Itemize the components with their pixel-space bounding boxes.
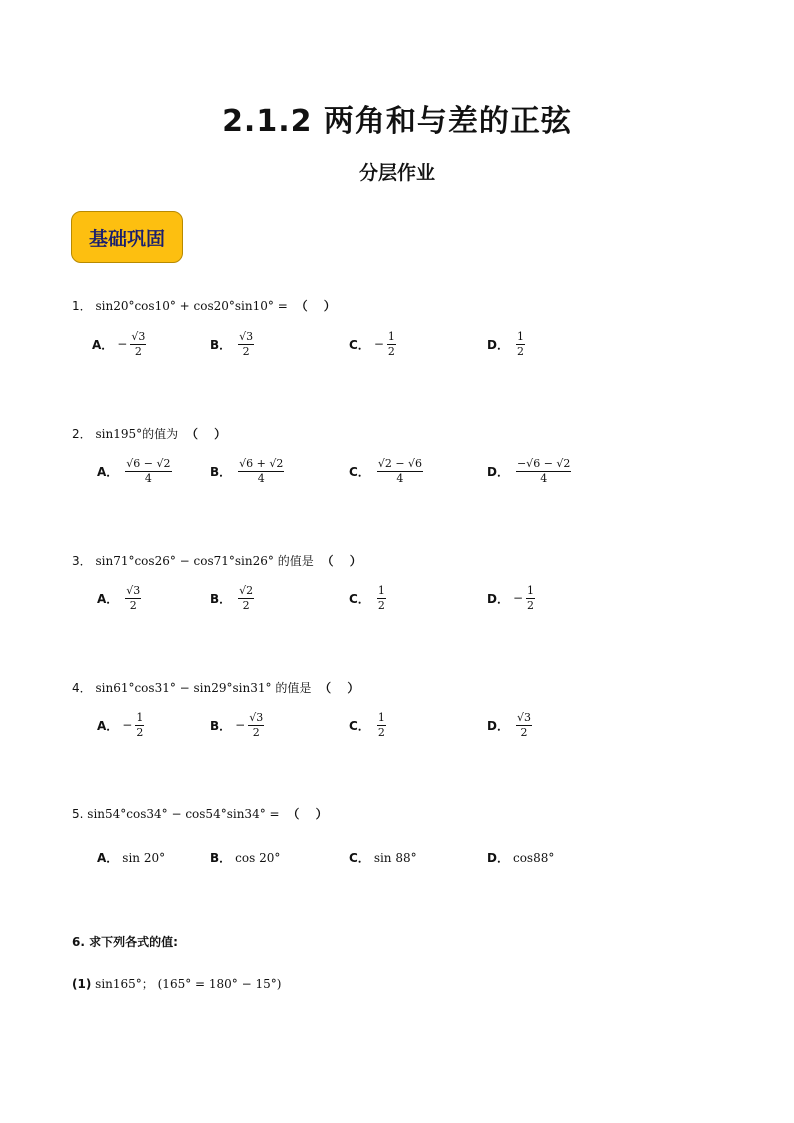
question-2: 2． sin195°的值为 （ ） xyxy=(72,427,227,441)
fraction: $\frac{√3}{2}$ xyxy=(249,711,264,739)
fraction: $\frac{1}{2}$ xyxy=(527,584,535,612)
question-5-stem: sin54°cos34° − cos54°sin34° = xyxy=(87,807,280,821)
q2-option-d[interactable]: D． $\frac{-√6 - √2}{4}$ xyxy=(487,457,571,485)
q4-option-d[interactable]: D． $\frac{√3}{2}$ xyxy=(487,711,531,739)
q1-option-c[interactable]: C． − $\frac{1}{2}$ xyxy=(349,330,395,358)
question-3: 3． sin71°cos26° − cos71°sin26° 的值是 （ ） xyxy=(72,554,362,568)
q1-option-d[interactable]: D． $\frac{1}{2}$ xyxy=(487,330,524,358)
question-2-stem: sin195°的值为 xyxy=(95,427,179,441)
fraction: $\frac{1}{2}$ xyxy=(136,711,144,739)
question-6-part-1: (1) sin165°； (165° = 180° − 15°) xyxy=(72,977,282,991)
question-4: 4． sin61°cos31° − sin29°sin31° 的值是 （ ） xyxy=(72,681,360,695)
q5-option-a[interactable]: A． sin 20° xyxy=(97,850,166,865)
fraction: $\frac{√3}{2}$ xyxy=(131,330,146,358)
fraction: $\frac{√3}{2}$ xyxy=(239,330,254,358)
fraction: $\frac{-√6 - √2}{4}$ xyxy=(516,457,571,485)
fraction: $\frac{1}{2}$ xyxy=(516,330,524,358)
q1-option-b[interactable]: B． $\frac{√3}{2}$ xyxy=(210,330,254,358)
fraction: $\frac{√3}{2}$ xyxy=(516,711,531,739)
page-title: 2.1.2 两角和与差的正弦 xyxy=(222,104,572,139)
fraction: $\frac{1}{2}$ xyxy=(387,330,395,358)
q1-option-a[interactable]: A． − $\frac{√3}{2}$ xyxy=(92,330,146,358)
q2-option-c[interactable]: C． $\frac{√2 - √6}{4}$ xyxy=(349,457,423,485)
part-1-expression: sin165°； xyxy=(95,977,154,991)
fraction: $\frac{√6 + √2}{4}$ xyxy=(239,457,284,485)
question-6-heading: 6. 求下列各式的值: xyxy=(72,935,178,949)
q4-option-a[interactable]: A． − $\frac{1}{2}$ xyxy=(97,711,144,739)
fraction: $\frac{√6 - √2}{4}$ xyxy=(126,457,171,485)
question-1-stem: sin20°cos10° + cos20°sin10° = xyxy=(95,299,288,313)
page-subtitle: 分层作业 xyxy=(358,162,435,184)
fraction: $\frac{√3}{2}$ xyxy=(126,584,141,612)
q4-option-b[interactable]: B． − $\frac{√3}{2}$ xyxy=(210,711,264,739)
q2-option-a[interactable]: A． $\frac{√6 - √2}{4}$ xyxy=(97,457,171,485)
question-1: 1． sin20°cos10° + cos20°sin10° = （ ） xyxy=(72,299,336,313)
q2-option-b[interactable]: B． $\frac{√6 + √2}{4}$ xyxy=(210,457,284,485)
q3-option-c[interactable]: C． $\frac{1}{2}$ xyxy=(349,584,385,612)
q5-option-b[interactable]: B． cos 20° xyxy=(210,850,281,865)
q3-option-a[interactable]: A． $\frac{√3}{2}$ xyxy=(97,584,141,612)
q3-option-d[interactable]: D． − $\frac{1}{2}$ xyxy=(487,584,535,612)
section-badge: 基础巩固 xyxy=(71,211,183,263)
q4-option-c[interactable]: C． $\frac{1}{2}$ xyxy=(349,711,385,739)
question-5: 5. sin54°cos34° − cos54°sin34° = （ ） xyxy=(72,807,328,821)
q5-option-d[interactable]: D． cos88° xyxy=(487,850,555,865)
question-3-stem: sin71°cos26° − cos71°sin26° 的值是 xyxy=(95,554,314,568)
part-1-hint: (165° = 180° − 15°) xyxy=(157,977,282,991)
q5-option-c[interactable]: C． sin 88° xyxy=(349,850,417,865)
fraction: $\frac{√2 - √6}{4}$ xyxy=(377,457,423,485)
fraction: $\frac{1}{2}$ xyxy=(377,584,385,612)
question-4-stem: sin61°cos31° − sin29°sin31° 的值是 xyxy=(95,681,312,695)
fraction: $\frac{√2}{2}$ xyxy=(239,584,254,612)
q3-option-b[interactable]: B． $\frac{√2}{2}$ xyxy=(210,584,254,612)
fraction: $\frac{1}{2}$ xyxy=(377,711,385,739)
